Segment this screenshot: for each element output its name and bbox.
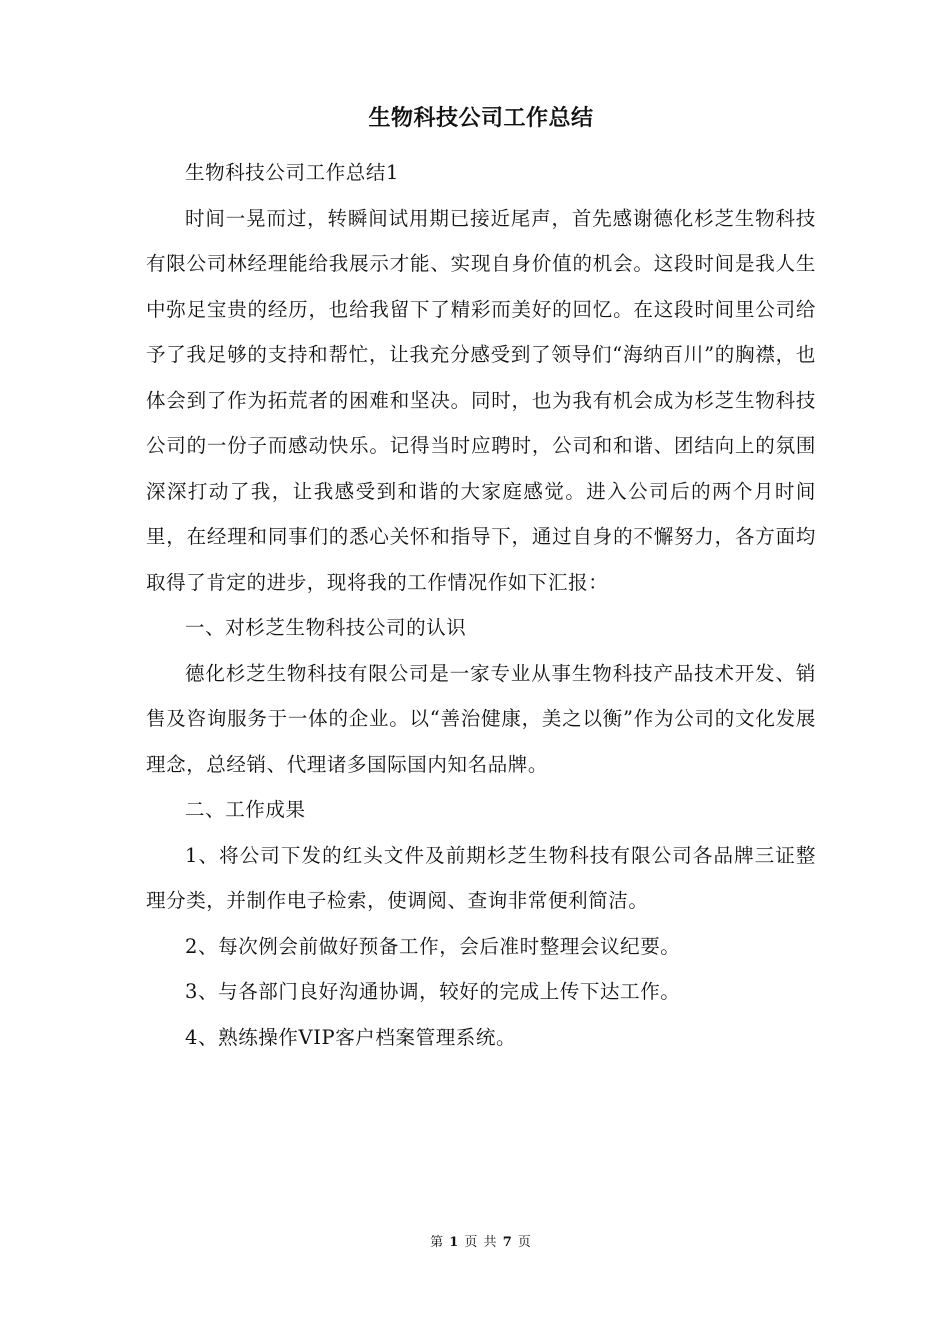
list-item: 3、与各部门良好沟通协调，较好的完成上传下达工作。 bbox=[185, 980, 681, 1003]
footer-suffix: 页 bbox=[517, 1235, 532, 1250]
list-item: 2、每次例会前做好预备工作，会后准时整理会议纪要。 bbox=[185, 934, 681, 958]
list-item: 1、将公司下发的红头文件及前期杉芝生物科技有限公司各品牌三证整理分类，并制作电子检索，使调阅、查询非常便利简洁。 bbox=[146, 843, 816, 912]
document-page bbox=[146, 0, 816, 1344]
section-heading: 二、工作成果 bbox=[185, 798, 306, 821]
document-body bbox=[146, 150, 816, 1060]
section-heading: 一、对杉芝生物科技公司的认识 bbox=[185, 616, 467, 639]
intro-paragraph: 时间一晃而过，转瞬间试用期已接近尾声，首先感谢德化杉芝生物科技有限公司林经理能给我展示才能、实现自身价值的机会。这段时间是我人生中弥足宝贵的经历，也给我留下了精彩而美好的回忆。在这段时间里公司给予了我足够的支持和帮忙，让我充分感受到了领导们“海纳百川”的胸襟，也体会到了作为拓荒者的困难和坚决。同时，也为我有机会成为杉芝生物科技公司的一份子而感动快乐。记得当时应聘时，公司和和谐、团结向上的氛围深深打动了我，让我感受到和谐的大家庭感觉。进入公司后的两个月时间里，在经理和同事们的悉心关怀和指导下，通过自身的不懈努力，各方面均取得了肯定的进步，现将我的工作情况作如下汇报： bbox=[146, 206, 816, 594]
footer-middle: 页 共 bbox=[464, 1235, 498, 1250]
total-page-count: 7 bbox=[502, 1235, 513, 1250]
company-description-paragraph: 德化杉芝生物科技有限公司是一家专业从事生物科技产品技术开发、销售及咨询服务于一体的企业。以“善治健康，美之以衡”作为公司的文化发展理念，总经销、代理诸多国际国内知名品牌。 bbox=[146, 661, 816, 776]
page-footer bbox=[146, 1233, 816, 1253]
current-page-number: 1 bbox=[449, 1235, 460, 1250]
footer-prefix: 第 bbox=[430, 1235, 445, 1250]
section-heading: 生物科技公司工作总结1 bbox=[185, 161, 400, 184]
list-item: 4、熟练操作VIP客户档案管理系统。 bbox=[185, 1025, 517, 1049]
page-title: 生物科技公司工作总结 bbox=[368, 106, 594, 131]
